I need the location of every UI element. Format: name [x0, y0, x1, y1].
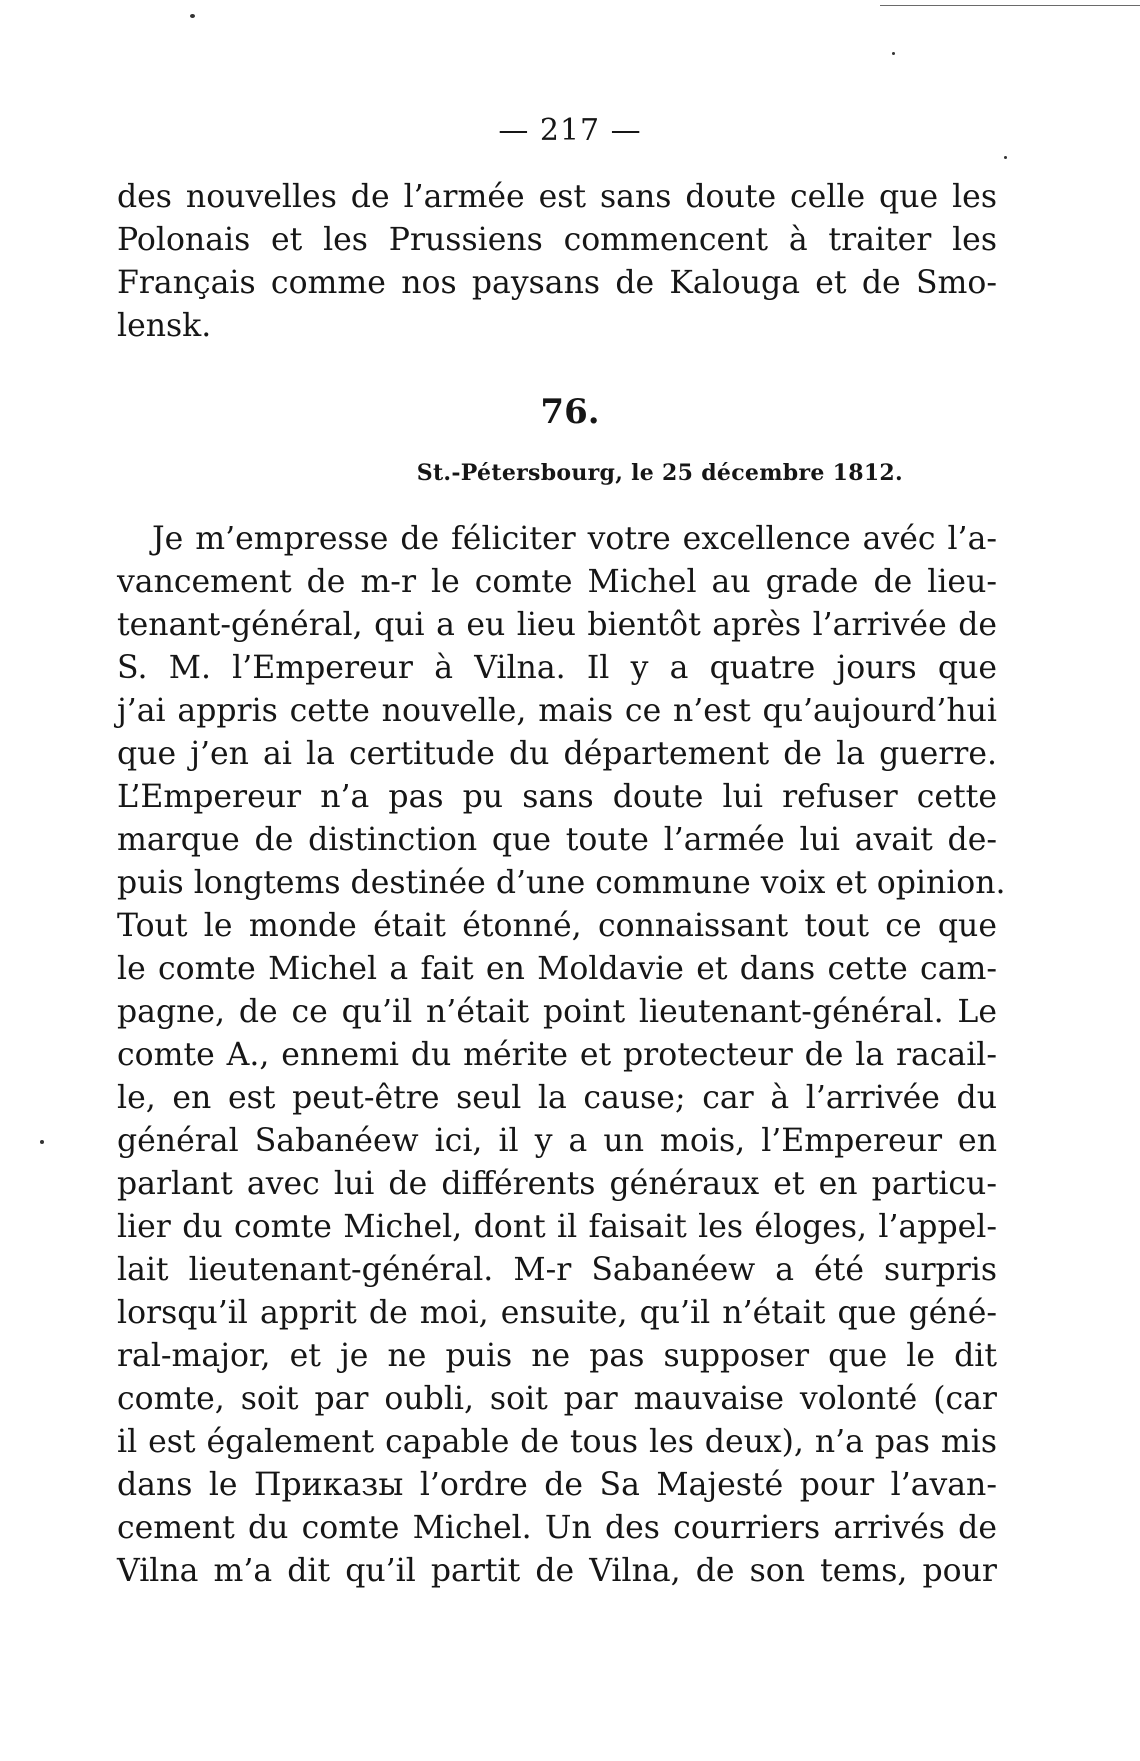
scan-speck	[892, 52, 895, 55]
page-number: — 217 —	[498, 113, 642, 148]
letter-dateline: St.-Pétersbourg, le 25 décembre 1812.	[416, 460, 903, 486]
text-line: S. M. l’Empereur à Vilna. Il y a quatre jours que	[117, 650, 997, 686]
text-line: Je m’empresse de féliciter votre excellence avéc l’a-	[152, 521, 997, 557]
scan-speck	[40, 1140, 44, 1144]
text-line: j’ai appris cette nouvelle, mais ce n’est qu’aujourd’hui	[117, 693, 997, 729]
text-line: marque de distinction que toute l’armée lui avait de-	[117, 822, 997, 858]
letter-number: 76.	[540, 392, 600, 432]
text-line: ral-major, et je ne puis ne pas supposer que le dit	[117, 1338, 997, 1374]
text-line: dans le Приказы l’ordre de Sa Majesté pour l’avan-	[117, 1467, 997, 1503]
text-line: lait lieutenant-général. M-r Sabanéew a été surpris	[117, 1252, 997, 1288]
text-line: L’Empereur n’a pas pu sans doute lui refuser cette	[117, 779, 997, 815]
letter-body	[117, 518, 1006, 1593]
text-line: que j’en ai la certitude du département de la guerre.	[117, 736, 997, 772]
text-line: lensk.	[117, 308, 212, 344]
paragraph-continuation	[117, 176, 997, 348]
scan-speck	[190, 14, 195, 18]
text-line: général Sabanéew ici, il y a un mois, l’Empereur en	[117, 1123, 997, 1159]
text-line: pagne, de ce qu’il n’était point lieutenant-général. Le	[117, 994, 997, 1030]
text-line: Tout le monde était étonné, connaissant tout ce que	[117, 908, 997, 944]
text-line: le, en est peut-être seul la cause; car à l’arrivée du	[117, 1080, 997, 1116]
text-line: comte A., ennemi du mérite et protecteur de la racail-	[117, 1037, 997, 1073]
text-line: lorsqu’il apprit de moi, ensuite, qu’il n’était que géné-	[117, 1295, 997, 1331]
text-line: il est également capable de tous les deux), n’a pas mis	[117, 1424, 997, 1460]
text-line: vancement de m-r le comte Michel au grade de lieu-	[117, 564, 997, 600]
scan-edge-rule	[880, 5, 1140, 6]
text-line: Polonais et les Prussiens commencent à traiter les	[117, 222, 997, 258]
scan-speck	[1004, 156, 1007, 159]
text-line: lier du comte Michel, dont il faisait les éloges, l’appel-	[117, 1209, 997, 1245]
text-line: puis longtems destinée d’une commune voix et opinion.	[117, 865, 1006, 901]
text-line: tenant-général, qui a eu lieu bientôt après l’arrivée de	[117, 607, 997, 643]
text-line: le comte Michel a fait en Moldavie et dans cette cam-	[117, 951, 997, 987]
text-line: comte, soit par oubli, soit par mauvaise volonté (car	[117, 1381, 997, 1417]
text-line: Français comme nos paysans de Kalouga et de Smo-	[117, 265, 997, 301]
text-line: Vilna m’a dit qu’il partit de Vilna, de son tems, pour	[117, 1553, 997, 1589]
text-line: parlant avec lui de différents généraux et en particu-	[117, 1166, 997, 1202]
text-line: des nouvelles de l’armée est sans doute celle que les	[117, 179, 997, 215]
text-line: cement du comte Michel. Un des courriers arrivés de	[117, 1510, 997, 1546]
